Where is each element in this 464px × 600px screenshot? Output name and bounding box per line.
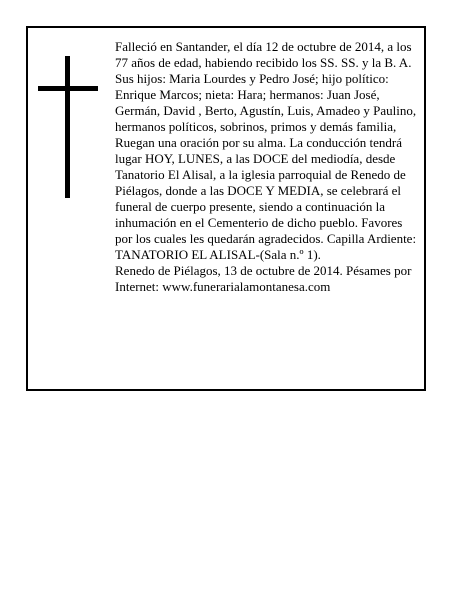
family-list: Sus hijos: Maria Lourdes y Pedro José; hijo político: Enrique Marcos; nieta: Hara; hermanos: Juan José, Germán, David , Berto, Agustín, Luis, Amadeo y Paulino, hermanos políticos, sobrinos, primos y demás familia, (115, 71, 417, 134)
cross-icon (38, 56, 98, 198)
funeral-details: Ruegan una oración por su alma. La conducción tendrá lugar HOY, LUNES, a las DOCE del mediodía, desde Tanatorio El Alisal, a la iglesia parroquial de Renedo de Piélagos, donde a las DOCE Y MEDIA, se celebrará el funeral de cuerpo presente, siendo a continuación la inhumación en el Cementerio de dicho pueblo. Favores por los cuales les quedarán agradecidos. Capilla Ardiente: TANATORIO EL ALISAL-(Sala n.º 1). (115, 135, 417, 262)
cross-horizontal-bar (38, 86, 98, 91)
obituary-notice (26, 26, 426, 391)
place-date-contact: Renedo de Piélagos, 13 de octubre de 2014. Pésames por Internet: www.funerarialamontanesa.com (115, 263, 412, 294)
obituary-text (115, 39, 422, 295)
cross-vertical-bar (65, 56, 70, 198)
death-announcement: Falleció en Santander, el día 12 de octubre de 2014, a los 77 años de edad, habiendo recibido los SS. SS. y la B. A. (115, 39, 412, 70)
